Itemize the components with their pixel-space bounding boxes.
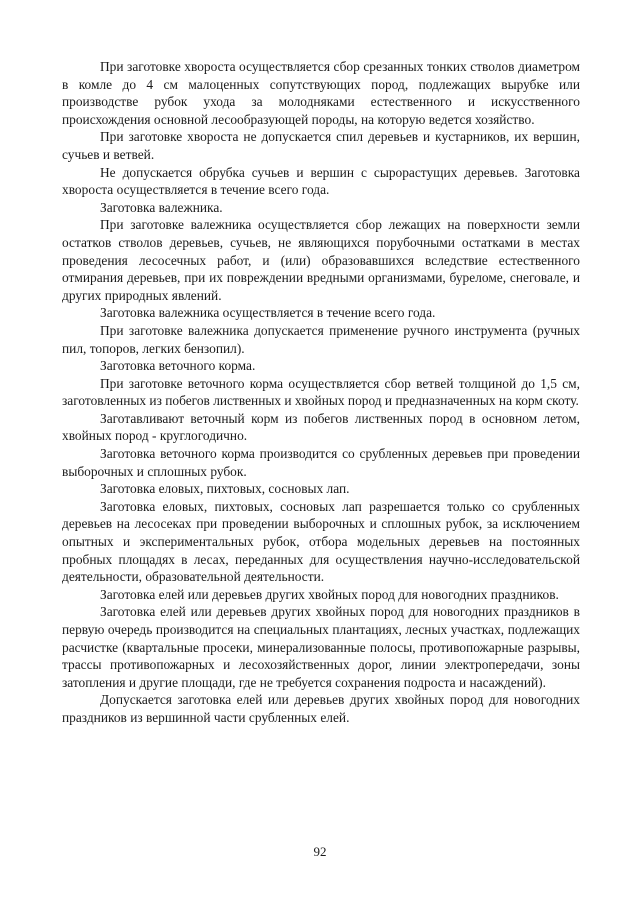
paragraph: Заготовка валежника осуществляется в течение всего года. <box>100 305 436 321</box>
paragraph: При заготовке хвороста осуществляется сбор срезанных тонких стволов диаметром в комле до 4 см малоценных сопутствующих пород, подлежащих вырубке или производстве рубок ухода за молодняками естественного и искусственного происхождения основной лесообразующей породы, на которую ведется хозяйство. <box>62 59 580 127</box>
paragraph: При заготовке хвороста не допускается спил деревьев и кустарников, их вершин, сучьев и ветвей. <box>62 129 580 162</box>
paragraph: Не допускается обрубка сучьев и вершин с сырорастущих деревьев. Заготовка хвороста осуществляется в течение всего года. <box>62 164 580 198</box>
paragraph: При заготовке валежника осуществляется сбор лежащих на поверхности земли остатков стволов деревьев, сучьев, не являющихся порубочными остатками в местах проведения лесосечных работ, и (или) образовавшихся вследствие естественного отмирания деревьев, при их повреждении вредными организмами, буреломе, снеговале, и других природных явлений. <box>62 217 580 303</box>
paragraph: При заготовке веточного корма осуществляется сбор ветвей толщиной до 1,5 см, заготовленных из побегов лиственных и хвойных пород и предназначенных на корм скоту. <box>62 375 580 409</box>
paragraph: Заготовка елей или деревьев других хвойных пород для новогодних праздников в первую очередь производится на специальных плантациях, лесных участках, подлежащих расчистке (квартальные просеки, минерализованные полосы, противопожарные разрывы, трассы противопожарных и лесохозяйственных дорог, линии электропередачи, зоны затопления и другие площади, где не требуется сохранения подроста и насаждений). <box>62 604 580 690</box>
paragraph: При заготовке валежника допускается применение ручного инструмента (ручных пил, топоров, легких бензопил). <box>62 322 580 356</box>
paragraph: Допускается заготовка елей или деревьев других хвойных пород для новогодних праздников из вершинной части срубленных елей. <box>62 692 580 725</box>
paragraph: Заготовка еловых, пихтовых, сосновых лап разрешается только со срубленных деревьев на лесосеках при проведении выборочных и сплошных рубок, за исключением опытных и экспериментальных рубок, отбора модельных деревьев на постоянных пробных площадях в лесах, переданных для осуществления научно-исследовательской деятельности, образовательной деятельности. <box>62 498 580 585</box>
page-number: 92 <box>313 844 327 859</box>
section-heading: Заготовка еловых, пихтовых, сосновых лап. <box>100 481 350 497</box>
document-body <box>62 58 580 727</box>
section-heading: Заготовка веточного корма. <box>100 358 256 374</box>
section-heading: Заготовка валежника. <box>100 199 223 215</box>
paragraph: Заготовка веточного корма производится со срубленных деревьев при проведении выборочных и сплошных рубок. <box>62 446 580 479</box>
section-heading: Заготовка елей или деревьев других хвойных пород для новогодних праздников. <box>100 586 559 602</box>
paragraph: Заготавливают веточный корм из побегов лиственных пород в основном летом, хвойных пород - круглогодично. <box>62 410 580 444</box>
